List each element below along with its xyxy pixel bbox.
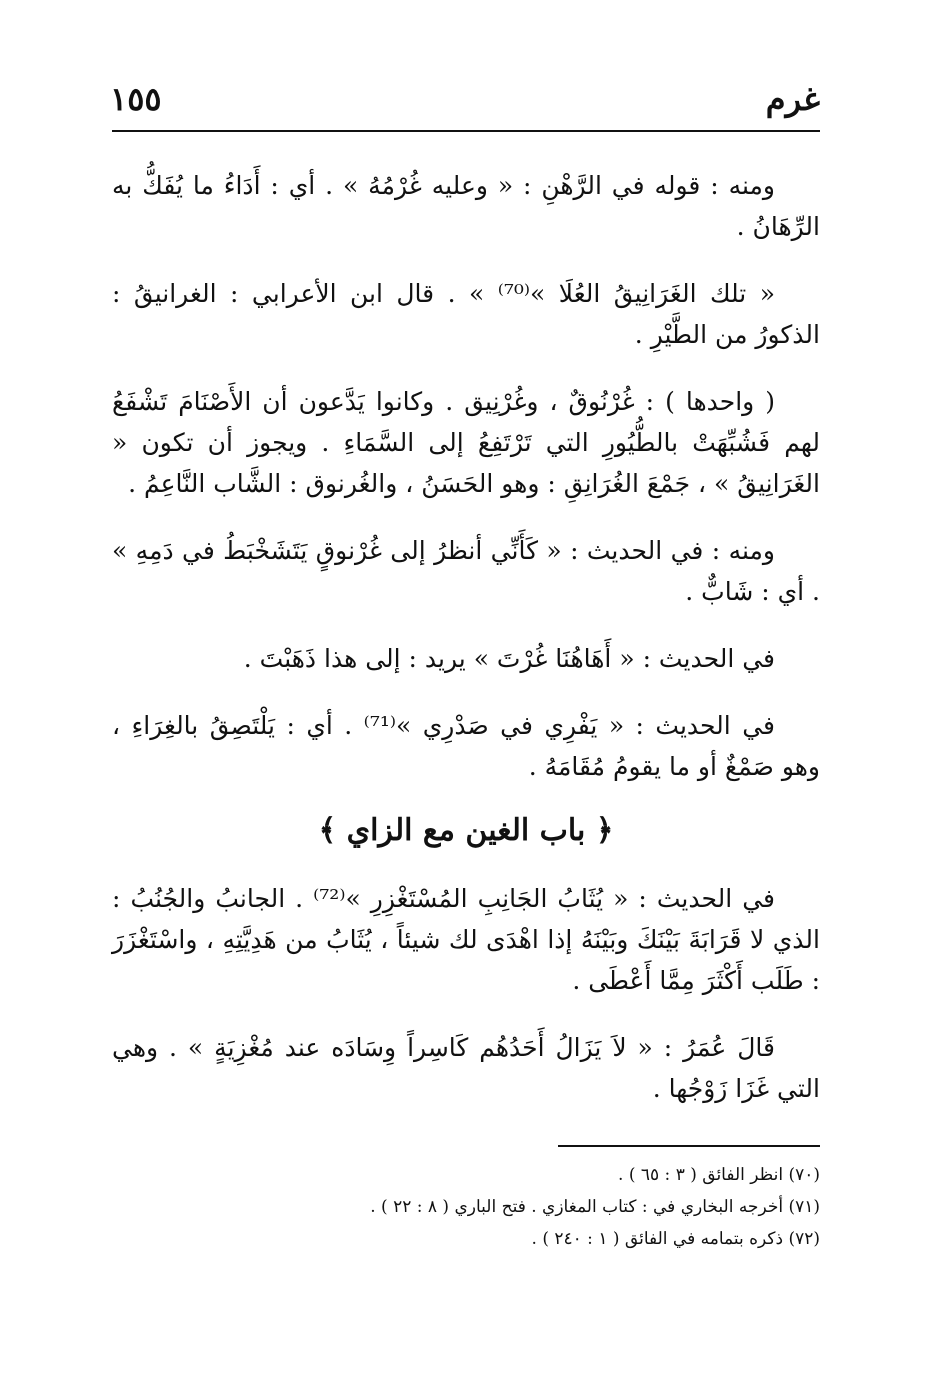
paragraph-1: ومنه : قوله في الرَّهْنِ : « وعليه غُرْمُهُ » . أي : أَدَاءُ ما يُفَكُّ به الرِّهَانُ . xyxy=(112,171,820,241)
footnote-72: (٧٢) ذكره بتمامه في الفائق ( ١ : ٢٤٠ ) . xyxy=(531,1229,820,1249)
section-heading: ﴿ باب الغين مع الزاي ﴾ xyxy=(318,813,614,848)
paragraph-5: في الحديث : « أَهَاهُنَا غُرْتَ » يريد : إلى هذا ذَهَبْتَ . xyxy=(243,644,775,673)
paragraph-7: في الحديث : « يُثَابُ الجَانِبِ المُسْتَغْزِرِ »⁽⁷²⁾ . الجانبُ والجُنُبُ : الذي لا قَرَابَةَ بَيْنَكَ وبَيْنَهُ إذا اهْدَى لك شيئاً ، يُثَابُ من هَدِيَّتِهِ ، واسْتَغْزَرَ : طَلَب أَكْثَرَ مِمَّا أَعْطَى . xyxy=(112,884,820,995)
footnote-rule xyxy=(558,1145,820,1147)
paragraph-3: ( واحدها ) : غُرْنُوقٌ ، وغُرْنِيق . وكانوا يَدَّعون أن الأَصْنَامَ تَشْفَعُ لهم فَشُبِّهَتْ بالطُّيُورِ التي تَرْتَفِعُ إلى السَّمَاءِ . ويجوز أن تكون « الغَرَانِيقُ » ، جَمْعَ الغُرَانِقِ : وهو الحَسَنُ ، والغُرنوق : الشَّاب النَّاعِمُ . xyxy=(112,387,820,498)
footnote-71: (٧١) أخرجه البخاري في : كتاب المغازي . فتح الباري ( ٨ : ٢٢ ) . xyxy=(370,1197,820,1217)
paragraph-6: في الحديث : « يَفْرِي في صَدْرِي »⁽⁷¹⁾ . أي : يَلْتَصِقُ بالغِرَاءِ ، وهو صَمْغٌ أو ما يقومُ مُقَامَهُ . xyxy=(112,711,820,781)
paragraph-8: قَالَ عُمَرُ : « لاَ يَزَالُ أَحَدُهُم كَاسِراً وِسَادَه عند مُغْزِيَةٍ » . وهي التي غَزَا زَوْجُها . xyxy=(112,1033,820,1103)
footnotes xyxy=(112,1145,820,1255)
footnote-70: (٧٠) انظر الفائق ( ٣ : ٦٥ ) . xyxy=(618,1165,820,1185)
header-rule xyxy=(112,130,820,132)
page-header xyxy=(110,80,820,120)
running-title: غرم xyxy=(765,80,820,118)
paragraph-2: « تلك الغَرَانِيقُ العُلَا »⁽⁷⁰⁾ » . قال ابن الأعرابي : الغرانيقُ : الذكورُ من الطَّيْرِ . xyxy=(112,279,820,349)
page-number: ١٥٥ xyxy=(110,80,162,118)
main-text xyxy=(112,165,820,1135)
paragraph-4: ومنه : في الحديث : « كَأَنِّي أنظرُ إلى غُرْنوقٍ يَتَشَخْبَطُ في دَمِهِ » . أي : شَابٌّ . xyxy=(112,536,820,606)
